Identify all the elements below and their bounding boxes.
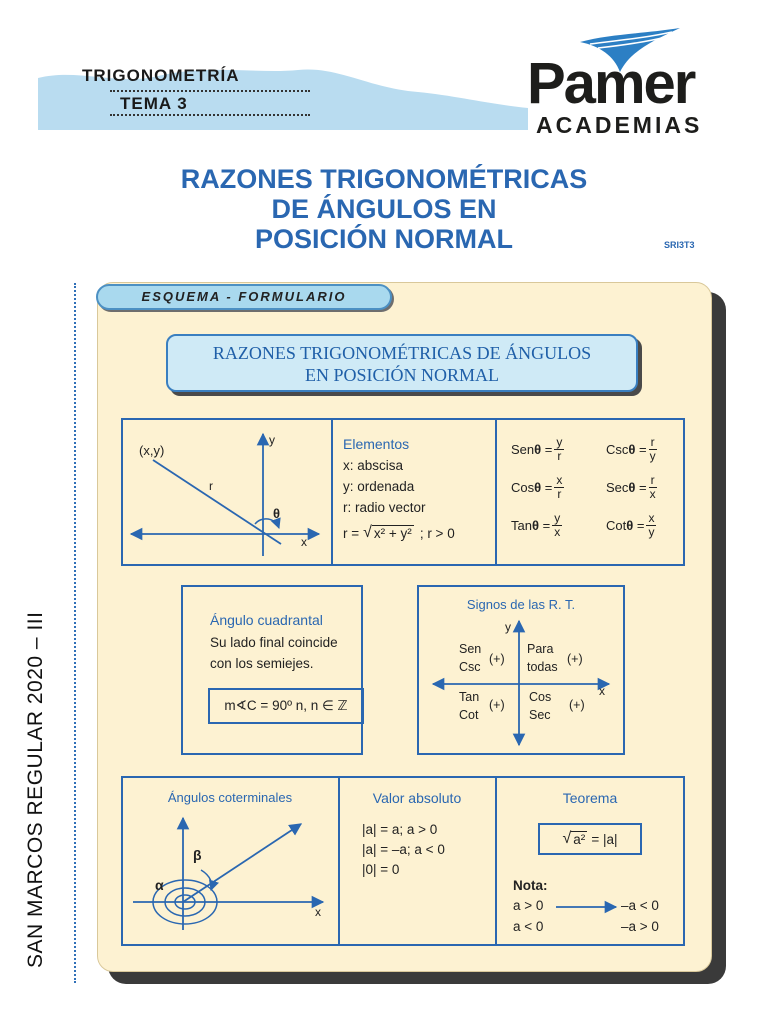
nota-r1-right: –a < 0 bbox=[621, 898, 659, 913]
teorema-rhs: = |a| bbox=[591, 831, 618, 847]
ratio-den: x bbox=[554, 525, 561, 539]
section-subheading bbox=[166, 334, 638, 392]
ratio-den: y bbox=[648, 525, 655, 539]
formula-lhs: r = bbox=[343, 525, 360, 541]
nota-r2-left: a < 0 bbox=[513, 919, 544, 934]
ratio-fn: Csc bbox=[606, 442, 629, 457]
ratio-csc: Csc θ = $\frac{r}{y}$ bbox=[606, 435, 656, 463]
formula-radicand: x² + y² bbox=[373, 526, 412, 541]
esquema-label: ESQUEMA - FORMULARIO bbox=[96, 284, 392, 310]
ratio-sec: Sec θ = $\frac{r}{x}$ bbox=[606, 473, 656, 501]
signos-title: Signos de las R. T. bbox=[466, 597, 576, 612]
ratio-num: r bbox=[650, 473, 655, 487]
coterminal-x-label: x bbox=[315, 905, 321, 919]
row1-divider-b bbox=[495, 418, 497, 566]
ratio-den: y bbox=[649, 449, 656, 463]
nota-arrow-icon bbox=[554, 900, 620, 914]
elementos-y: y: ordenada bbox=[343, 479, 415, 494]
ratio-den: r bbox=[557, 487, 562, 501]
subheading-line-2: EN POSICIÓN NORMAL bbox=[304, 365, 499, 385]
ratio-den: r bbox=[557, 449, 562, 463]
title-line-3: POSICIÓN NORMAL bbox=[254, 224, 513, 254]
cuadrantal-content bbox=[210, 612, 360, 674]
va-line-3: |0| = 0 bbox=[362, 862, 400, 877]
row1-divider-a bbox=[331, 418, 333, 566]
header-topic: TEMA 3 bbox=[120, 94, 188, 113]
signos-x-label: x bbox=[599, 684, 605, 698]
q4-sign: (+) bbox=[569, 698, 585, 712]
q2-line1: Sen bbox=[459, 642, 482, 656]
logo-text: Pamer bbox=[527, 51, 695, 116]
valor-absoluto-block bbox=[362, 790, 492, 880]
q2-sign: (+) bbox=[489, 652, 505, 666]
q3-line1: Tan bbox=[459, 690, 480, 704]
q1-sign: (+) bbox=[567, 652, 583, 666]
nota-r2-right: –a > 0 bbox=[621, 919, 659, 934]
ratio-num: y bbox=[556, 435, 563, 449]
theta-symbol: θ bbox=[534, 442, 542, 457]
ratio-fn: Cot bbox=[606, 518, 627, 533]
coterminales-title: Ángulos coterminales bbox=[167, 790, 293, 805]
radius-formula bbox=[343, 524, 493, 542]
sqrt-icon: √ bbox=[363, 524, 372, 541]
ratio-fn: Sec bbox=[606, 480, 629, 495]
q3-line2: Cot bbox=[459, 708, 479, 722]
ratio-num: r bbox=[650, 435, 655, 449]
ratio-sen: Sen θ = $\frac{y}{r}$ bbox=[511, 435, 563, 463]
theta-symbol: θ bbox=[628, 480, 636, 495]
ratio-fn: Sen bbox=[511, 442, 535, 457]
theta-symbol: θ bbox=[626, 518, 634, 533]
teorema-formula bbox=[538, 823, 642, 855]
ratio-cot: Cot θ = $\frac{x}{y}$ bbox=[606, 511, 655, 539]
elementos-title: Elementos bbox=[343, 436, 410, 452]
radius-label: r bbox=[209, 479, 213, 493]
page-title bbox=[100, 164, 668, 254]
formula-rhs: ; r > 0 bbox=[419, 525, 455, 541]
sqrt-icon: √ bbox=[562, 830, 572, 847]
theta-symbol: θ bbox=[531, 518, 539, 533]
y-axis-label: y bbox=[269, 433, 275, 447]
ratio-cos: Cos θ = $\frac{x}{r}$ bbox=[511, 473, 563, 501]
row3-divider-a bbox=[338, 776, 340, 946]
ratio-den: x bbox=[649, 487, 656, 501]
logo-subtext: ACADEMIAS bbox=[536, 112, 703, 138]
q1-line2: todas bbox=[527, 660, 558, 674]
q2-line2: Csc bbox=[459, 660, 481, 674]
subheading-line-1: RAZONES TRIGONOMÉTRICAS DE ÁNGULOS bbox=[212, 343, 592, 363]
point-label: (x,y) bbox=[139, 443, 165, 458]
ratio-fn: Cos bbox=[511, 480, 535, 495]
cuadrantal-title: Ángulo cuadrantal bbox=[210, 612, 323, 628]
coterminal-diagram bbox=[123, 778, 337, 944]
teorema-radicand: a² bbox=[573, 832, 586, 847]
elementos-x: x: abscisa bbox=[343, 458, 404, 473]
elementos-r: r: radio vector bbox=[343, 500, 426, 515]
signos-diagram bbox=[419, 587, 623, 753]
title-line-2: DE ÁNGULOS EN bbox=[271, 194, 497, 224]
elementos-block bbox=[343, 436, 493, 542]
ratio-tan: Tan θ = $\frac{y}{x}$ bbox=[511, 511, 561, 539]
teorema-title: Teorema bbox=[562, 790, 618, 806]
va-line-1: |a| = a; a > 0 bbox=[362, 822, 438, 837]
cuadrantal-text-1: Su lado final coincide bbox=[210, 635, 338, 650]
valor-absoluto-title: Valor absoluto bbox=[372, 790, 462, 806]
q3-sign: (+) bbox=[489, 698, 505, 712]
theta-symbol: θ bbox=[628, 442, 636, 457]
x-axis-label: x bbox=[301, 535, 307, 549]
signos-y-label: y bbox=[505, 620, 511, 634]
va-line-2: |a| = –a; a < 0 bbox=[362, 842, 445, 857]
title-line-1: RAZONES TRIGONOMÉTRICAS bbox=[180, 164, 588, 194]
ratio-num: x bbox=[648, 511, 655, 525]
q1-line1: Para bbox=[527, 642, 554, 656]
cuadrantal-formula: m∢C = 90º n, n ∈ ℤ bbox=[208, 688, 364, 724]
ratio-num: x bbox=[556, 473, 563, 487]
q4-line2: Sec bbox=[529, 708, 551, 722]
alpha-label: α bbox=[155, 877, 164, 893]
position-diagram bbox=[123, 420, 329, 564]
nota-r1-left: a > 0 bbox=[513, 898, 544, 913]
ratio-fn: Tan bbox=[511, 518, 532, 533]
header-divider-bottom bbox=[110, 114, 310, 116]
side-divider bbox=[74, 283, 76, 983]
header-divider bbox=[110, 90, 310, 92]
theta-symbol: θ bbox=[534, 480, 542, 495]
ratio-num: y bbox=[554, 511, 561, 525]
side-text: SAN MARCOS REGULAR 2020 – III bbox=[24, 611, 47, 968]
nota-label: Nota: bbox=[513, 878, 548, 893]
q4-line1: Cos bbox=[529, 690, 552, 704]
document-code: SRI3T3 bbox=[664, 240, 695, 250]
beta-label: β bbox=[193, 847, 202, 863]
header-subject: TRIGONOMETRÍA bbox=[82, 66, 240, 85]
theta-label: θ bbox=[273, 506, 281, 521]
cuadrantal-text-2: con los semiejes. bbox=[210, 656, 314, 671]
